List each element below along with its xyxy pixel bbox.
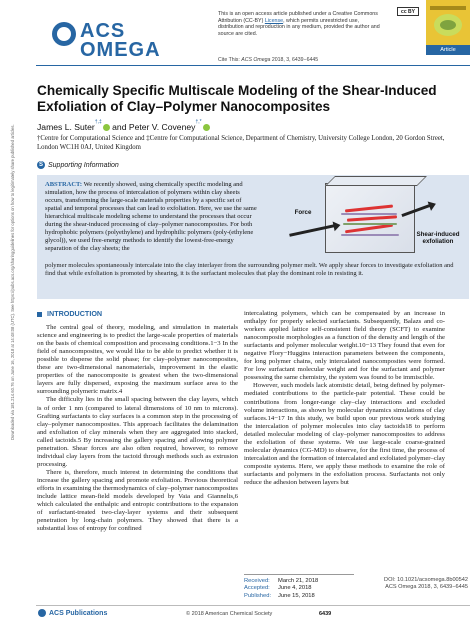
introduction-heading: [37, 310, 238, 318]
article-dates: [244, 574, 354, 600]
accepted-label: Accepted:: [244, 585, 270, 592]
acs-omega-logo[interactable]: [52, 20, 172, 60]
abstract-label: ABSTRACT:: [45, 181, 83, 188]
toc-graphic[interactable]: [261, 179, 465, 261]
affiliation: †Centre for Computational Science and ‡Centre for Computational Science, Department of Chemistry, University College London, 20 Gordon Street, London WC1H 0AJ, United Kingdom: [37, 135, 445, 151]
orcid-icon[interactable]: [103, 124, 110, 131]
logo-acs-text: ACS: [80, 20, 126, 42]
journal-ref-line: ACS Omega 2018, 3, 6439−6445: [385, 584, 468, 591]
abstract-body-1: We recently showed, using chemically specific modeling and simulation, how the process of intercalation of polymers within clay sheets occurs, transforming the large-scale materials properties by a specific set of spatial and temporal processes that can lead to exfoliation. Here, we use the same hierarchical multiscale modeling scheme to understand the processes that occur during the shear-induced processing of clay–polymer nanocomposites. For both hydrophobic polymers (polyethylene) and hydrophilic polymers (poly-(ethylene glycol)), we used free-energy methods to identify the lowest-free-energy separation of the clay sheets; the: [45, 181, 257, 253]
cite-rest: 2018, 3, 6439−6445: [270, 57, 319, 63]
abstract-text-narrow: [45, 181, 257, 253]
cc-by-badge-icon: cc BY: [397, 7, 419, 16]
omega-logo-icon: [52, 22, 76, 46]
published-date: June 15, 2018: [278, 592, 315, 599]
download-watermark-text: Downloaded via 181.214.60.76 on June 16, 2018 at 14:48:08 (UTC). See https://pubs.acs.org/sharingguidelines for options on how to legitimately share published articles.: [10, 124, 15, 440]
cover-band: [430, 6, 466, 10]
author-and: and: [112, 122, 127, 132]
author-1[interactable]: James L. Suter: [37, 122, 95, 132]
paragraph: The central goal of theory, modeling, and simulation in materials science and engineering is to predict the large-scale properties of materials on the basis of chemical composition and processing conditions.1−3 In the field of nanocomposites, we would like to be able to predict whether it is possible to disperse the solid phase; for clay–polymer nanocomposites, these are two-dimensional nanomaterials, improvement in the elastic properties of the nanocomposite is greatest when the two-dimensional layers are fully dispersed, exposing the maximum surface area to the surrounding polymeric matrix.4: [37, 324, 238, 396]
article-type-tag: Article: [426, 45, 470, 55]
published-row: [244, 593, 354, 600]
accepted-row: [244, 585, 354, 592]
received-label: Received:: [244, 578, 270, 584]
published-label: Published:: [244, 592, 272, 599]
supporting-info-label: Supporting Information: [48, 161, 119, 169]
license-link[interactable]: License: [264, 17, 284, 24]
received-date: March 21, 2018: [278, 578, 319, 584]
logo-omega-text: OMEGA: [80, 39, 161, 61]
supporting-information-link[interactable]: [37, 161, 119, 169]
open-access-notice: [218, 11, 383, 37]
orcid-icon[interactable]: [203, 124, 210, 131]
acs-publications-logo[interactable]: [38, 609, 107, 617]
accepted-date: June 4, 2018: [278, 585, 312, 592]
article-title: Chemically Specific Multiscale Modeling of the Shear-Induced Exfoliation of Clay–Polymer Nanocomposites: [37, 83, 437, 114]
received-row: [244, 578, 354, 585]
cite-prefix: Cite This:: [218, 57, 242, 63]
journal-header: [0, 0, 474, 66]
paragraph: There is, therefore, much interest in determining the conditions that increase the gallery spacing and promote exfoliation. Previous theoretical efforts in examining the thermodynamics of clay–polymer nanocomposites include lattice mean-field models developed by Vaia and Giannelis,6 which calculated the enthalpic and entropic contributions to the expansion of surfactant-treated two-clay-layer systems and their subsequent penetration by long-chain polymers. They showed that there is a substantial loss of entropy for confined: [37, 468, 238, 533]
doi-block: [358, 577, 468, 591]
supporting-info-icon: S: [38, 162, 43, 168]
left-column: [37, 310, 238, 533]
open-access-notice-post: , which permits unrestricted use, distribution and reproduction in any medium, provided the author and source are cited.: [218, 17, 380, 37]
header-divider: [36, 65, 470, 66]
cover-shape-inner: [440, 20, 456, 30]
toc-force-label: Force: [294, 209, 312, 216]
section-square-icon: [37, 312, 42, 317]
toc-caption: Shear-induced exfoliation: [416, 231, 460, 245]
right-column: [244, 310, 445, 487]
open-access-notice-pre: This is an open access article published under a Creative Commons Attribution (CC-BY): [218, 11, 378, 24]
polymer-chain: [341, 213, 397, 215]
page-footer: [36, 605, 470, 617]
download-watermark: [4, 124, 26, 440]
author-line: [37, 119, 210, 132]
author-2-affil: †,*: [195, 119, 202, 125]
author-1-affil: †,‡: [94, 119, 102, 125]
cite-this-line[interactable]: [218, 57, 318, 63]
copyright: © 2018 American Chemical Society: [186, 611, 273, 617]
polymer-chain: [343, 223, 397, 225]
page-number: 6439: [319, 611, 332, 617]
abstract-box: [37, 175, 469, 299]
author-2[interactable]: Peter V. Coveney: [128, 122, 196, 132]
paragraph: However, such models lack atomistic detail, being defined by polymer-mediated contributions to the particle-pair potential. These could be contributions from longer-range clay–clay interactions and excluded volume interactions, as shown by molecular dynamics simulations of clay surfaces.14−17 In this study, we build upon our previous work studying the intercalation of polymer molecules into clay tactoids18 to perform detailed molecular modeling of clay–polymer nanocomposites to address the exfoliation of these systems. We use large-scale coarse-grained molecular dynamics (CG-MD) to observe, for the first time, the process of intercalation and the formation of intercalated and exfoliated polymer–clay composite systems. Here, we apply these methods to examine the role of surfactants and polymers in the exfoliation process. Surfactants not only reduce the adhesion between layers but: [244, 382, 445, 486]
paragraph: intercalating polymers, which can be compensated by an increase in enthalpy for properly selected surfactants. Subsequently, Balazs and co-workers applied lattice self-consistent field theory (SCFT) to examine nanocomposite morphologies as a function of the density and length of the surfactants and polymer molecular weight.10−13 They found that even for negative Flory−Huggins interaction parameters between the components, for long polymer chains, only intercalated nanocomposites were formed. For low surfactant molecular weight and for the surfactant and polymer possessing the same chemistry, the system was found to be immiscible.: [244, 310, 445, 382]
abstract-text-wide: polymer molecules spontaneously intercalate into the clay interlayer from the surrounding polymer melt. We apply shear forces to investigate exfoliation and find that while exfoliation is promoted by shearing, it is the surfactant molecules that play the dominant role in resisting it.: [45, 262, 454, 278]
polymer-chain: [341, 234, 399, 236]
cite-journal: ACS Omega: [241, 57, 271, 63]
journal-cover-thumbnail[interactable]: [426, 0, 470, 45]
introduction-heading-text: INTRODUCTION: [47, 309, 103, 318]
publisher-name: ACS Publications: [49, 609, 108, 617]
acs-publications-icon: [38, 609, 46, 617]
paragraph: The difficulty lies in the small spacing between the clay layers, which is of order 1 nm (compared to lateral dimensions of 10 nm to microns). Grafting surfactants to clay surfaces is a common step in the processing of clay–polymer nanocomposites. This approach facilitates the delamination and exfoliation of clay minerals when they are aggregated into stacked, called tactoids.5 By increasing the gallery spacing and allowing polymer penetration. Shear forces are also often required, however, to remove individual clay layers from the tactoid through methods such as extrusion processing.: [37, 396, 238, 468]
doi-line[interactable]: DOI: 10.1021/acsomega.8b00542: [384, 577, 468, 583]
